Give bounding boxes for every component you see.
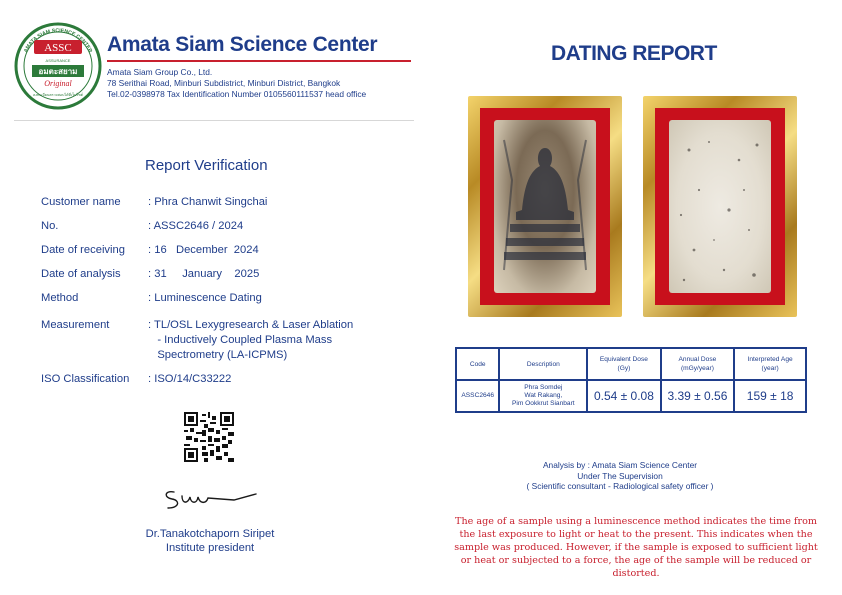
field-label-analysis: Date of analysis — [41, 268, 121, 280]
svg-text:ASSURANCE: ASSURANCE — [45, 58, 71, 63]
field-label-receiving: Date of receiving — [41, 244, 125, 256]
field-label-number: No. — [41, 220, 59, 232]
field-label-customer: Customer name — [41, 196, 121, 208]
amulet-back-photo — [643, 96, 797, 317]
th-age: Interpreted Age (year) — [734, 348, 806, 380]
red-mat — [655, 108, 785, 305]
th-description: Description — [499, 348, 587, 380]
org-underline — [107, 60, 411, 62]
header-divider — [14, 120, 414, 121]
svg-text:ลงทะเบียนตรวจสอบได้ที่เว็บไซต์: ลงทะเบียนตรวจสอบได้ที่เว็บไซต์ — [33, 93, 83, 97]
svg-text:Original: Original — [44, 79, 72, 88]
signer-block — [120, 527, 300, 555]
cell-equivalent-dose: 0.54 ± 0.08 — [587, 380, 660, 412]
th-code: Code — [456, 348, 499, 380]
assc-seal-logo — [14, 22, 102, 110]
org-group: Amata Siam Group Co., Ltd. — [107, 67, 213, 77]
field-label-iso: ISO Classification — [41, 373, 130, 385]
analysis-supervision: Under The Supervision — [577, 470, 663, 481]
field-label-method: Method — [41, 292, 79, 304]
org-name: Amata Siam Science Center — [107, 33, 378, 56]
disclaimer-note: The age of a sample using a luminescence method indicates the time from the last exposure to light or heat to the present. This indicates when the sample was produced. However, if the sample is exposed to sufficient light or heat or subjected to a force, the age of the sample will be reduced or distorted. — [454, 516, 818, 579]
signer-name: Dr.Tanakotchaporn Siripet — [145, 528, 275, 540]
th-equivalent-dose: Equivalent Dose (Gy) — [587, 348, 660, 380]
report-title: DATING REPORT — [551, 42, 717, 65]
field-value-analysis: : 31 January 2025 — [148, 268, 260, 280]
org-address: 78 Serithai Road, Minburi Subdistrict, Minburi District, Bangkok — [107, 78, 341, 88]
analysis-by: Analysis by : Amata Siam Science Center — [542, 460, 698, 470]
cell-description: Phra Somdej Wat Rakang, Pim Ookkrut Sianbart — [499, 380, 587, 412]
signer-title: Institute president — [165, 542, 255, 554]
svg-text:ASSC: ASSC — [44, 42, 72, 54]
svg-text:AMATA SIAM SCIENCE CENTER: AMATA SIAM SCIENCE CENTER — [22, 27, 94, 54]
org-contact: Tel.02-0398978 Tax Identification Number 0105560111537 head office — [107, 89, 367, 99]
analysis-block — [470, 460, 770, 492]
cell-code: ASSC2646 — [456, 380, 499, 412]
verification-title: Report Verification — [145, 157, 268, 174]
svg-text:อมตะสยาม: อมตะสยาม — [38, 67, 78, 76]
amulet-back — [669, 120, 771, 293]
dating-table — [455, 347, 807, 413]
th-annual-dose: Annual Dose (mGy/year) — [661, 348, 735, 380]
field-value-receiving: : 16 December 2024 — [148, 244, 259, 256]
signature — [160, 484, 260, 514]
amulet-front-photo — [468, 96, 622, 317]
field-value-customer: : Phra Chanwit Singchai — [148, 196, 268, 208]
field-value-method: : Luminescence Dating — [148, 292, 262, 304]
cell-age: 159 ± 18 — [734, 380, 806, 412]
table-row — [456, 380, 806, 412]
table-header-row — [456, 348, 806, 380]
field-value-iso: : ISO/14/C33222 — [148, 373, 232, 385]
qr-code[interactable] — [184, 412, 234, 462]
field-value-number: : ASSC2646 / 2024 — [148, 220, 244, 232]
analysis-consultant: ( Scientific consultant - Radiological safety officer ) — [526, 481, 714, 491]
amulet-front — [494, 120, 596, 293]
red-mat — [480, 108, 610, 305]
cell-annual-dose: 3.39 ± 0.56 — [661, 380, 735, 412]
field-value-measurement: : TL/OSL Lexygresearch & Laser Ablation - Inductively Coupled Plasma Mass Spectrometry (LA-ICPMS) — [148, 319, 354, 361]
field-label-measurement: Measurement — [41, 319, 110, 331]
